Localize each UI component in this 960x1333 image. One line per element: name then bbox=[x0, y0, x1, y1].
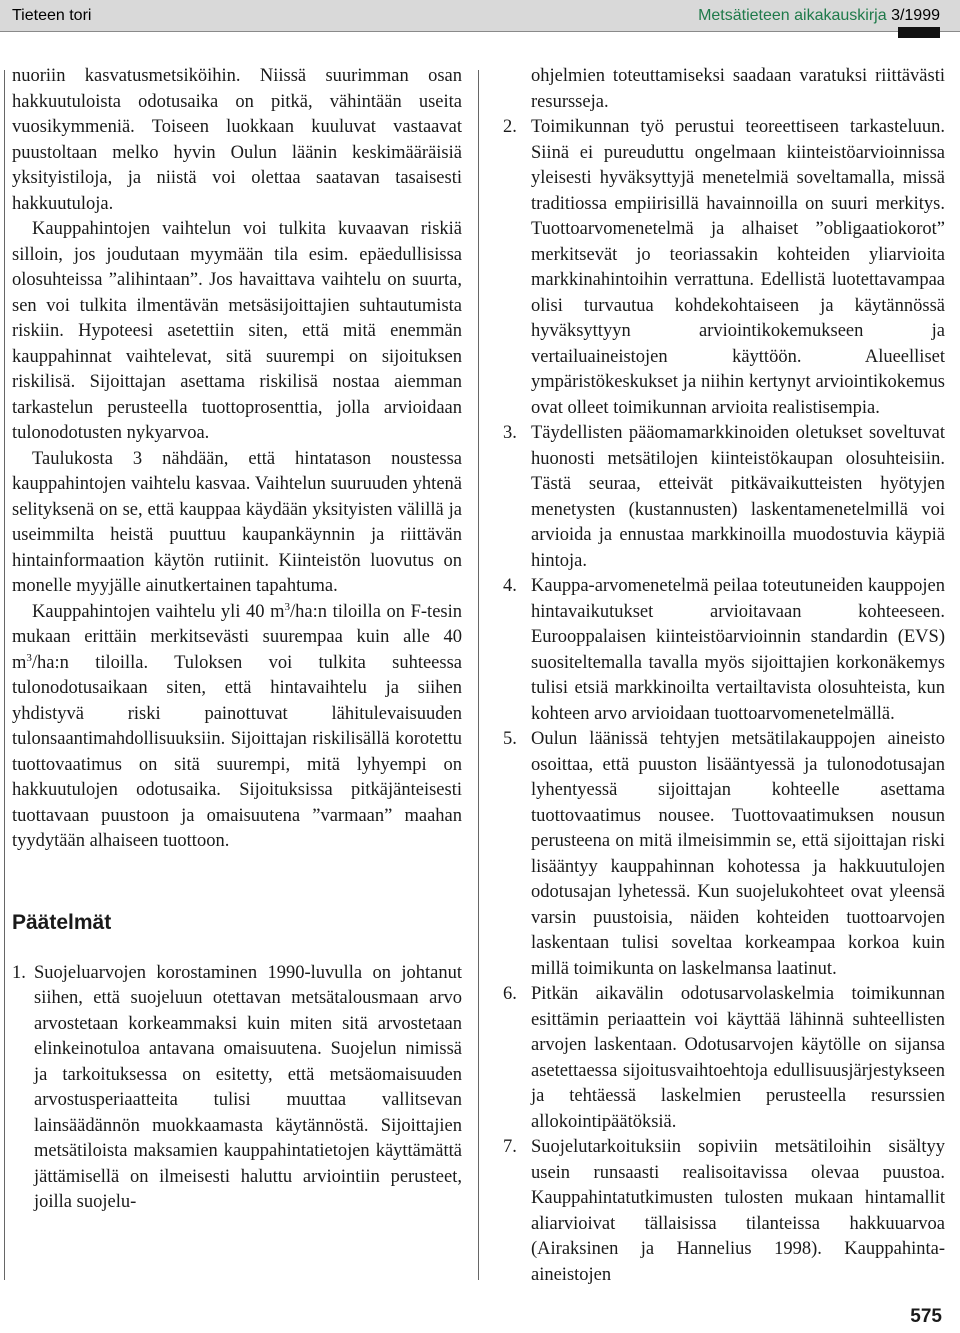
issue-number: 3/1999 bbox=[891, 7, 940, 24]
running-header bbox=[0, 0, 960, 32]
section-heading: Päätelmät bbox=[12, 910, 112, 934]
section-title: Tieteen tori bbox=[12, 7, 92, 24]
list-text: Toimikunnan työ perustui teoreettiseen tarkasteluun. Siinä ei pureuduttu ongelmaan kiinteistöarvioinnissa yleisesti hyväksyttyjä menetelmiä soveltamalla, missä traditiossa empiirisillä havainnoilla on suuri merkitys. Tuottoarvomenetelmä ja alhaiset ”obligaatiokorot” merkitsevät jo teoriassakin kohteiden yliarvioita markkinahintoihin verrattuna. Edellistä luotettavampaa olisi turvautua kohdekohtaiseen ja käytännössä hyväksyttyyn arviointikokemukseen ja vertailuaineistojen käyttöön. Alueelliset ympäristökeskukset ja niihin kertynyt arviointikokemus ovat olleet toimikunnan arvioita realistisempia. bbox=[531, 117, 945, 418]
list-text: Oulun läänissä tehtyjen metsätilakauppojen aineisto osoittaa, että puuston lisääntyessä ja tulonodotusajan lyhentyessä sijoittajan kohteelle asettama tuottovaatimus nousee. Tuottovaatimuksen nousun perusteena on mitä ilmeisimmin se, että sijoittajan riski lisääntyy kauppahinnan kohotessa ja hakkuutulojen odotusajan lyhetessä. Kun suojelukohteet ovat yleensä varsin puustoisia, näiden kohteiden tuottoarvojen laskentaan tulisi soveltaa korkeampaa korkoa kuin millä toimikunta on laskelmansa laatinut. bbox=[531, 729, 945, 979]
paragraph bbox=[12, 600, 462, 855]
list-number: 5. bbox=[503, 729, 517, 749]
list-text: Kauppa-arvomenetelmä peilaa toteutuneiden kauppojen hintavaikutukset arvioitavaan kohteeseen. Eurooppalaisen kiinteistöarvioinnin standardin (EVS) suositeltemalla tavalla myös sijoittajien korkonäkemys tulisi etsiä markkinoilta vertailtavista olosuhteista, kun kohteen arvo arvioidaan tuottoarvomenetelmällä. bbox=[531, 576, 945, 724]
list-number: 7. bbox=[503, 1137, 517, 1157]
header-marker bbox=[898, 27, 940, 38]
list-number: 2. bbox=[503, 117, 517, 137]
superscript: 3 bbox=[26, 651, 32, 664]
list-item bbox=[503, 574, 945, 727]
list-item bbox=[503, 1135, 945, 1288]
journal-name: Metsätieteen aikakauskirja bbox=[698, 7, 887, 24]
text-run: /ha:n tiloilla. Tuloksen voi tulkita suhteessa tulonodotusaikaan siten, että hintavaihtelu ja siihen yhdistyvä riski painottuvat lähitulevaisuuden tulonsaantimahdollisuuksiin. Sijoittajan riskilisällä korotettu tuottovaatimus on sitä suurempi, mitä lyhyempi on hakkuutulojen odotusaika. Sijoituksissa pitkäjänteisesti tuottavaan puustoon ja omaisuutena ”varmaan” maahan tyydytään alhaiseen tuottoon. bbox=[12, 652, 462, 851]
list-item bbox=[12, 961, 462, 1216]
paragraph: Taulukosta 3 nähdään, että hintatason noustessa kauppahintojen vaihtelu kasvaa. Vaihtelun suuruuden yhtenä selityksenä on se, että kauppaa käydään yksityisten välillä ja useimmilta heistä puuttuu kaupankäynnin ja riittävän hintainformaation käytön rutiinit. Kiinteistön luovutus on monelle myyjälle ainutkertainen tapahtuma. bbox=[12, 448, 462, 596]
list-continuation: ohjelmien toteuttamiseksi saadaan varatuksi riittävästi resursseja. bbox=[531, 66, 945, 112]
text-run: /ha:n tiloilla on F-tesin mukaan erittäin merkitsevästi suurempaa kuin alle 40 m bbox=[12, 601, 462, 673]
conclusions-list bbox=[12, 961, 462, 1216]
right-column bbox=[503, 64, 945, 1288]
text-run: Kauppahintojen vaihtelu yli 40 m bbox=[32, 601, 285, 622]
conclusions-list-continued bbox=[503, 115, 945, 1288]
paragraph: nuoriin kasvatusmetsiköihin. Niissä suurimman osan hakkuutuloista odotusaika on pitkä, vähintään useita vuosikymmeniä. Toiseen luokkaan kuuluvat vastaavat puustoltaan melko hyvin Oulun läänin keskimääräisiä yksityistiloja, ja niistä voi olettaa saatavan tasaisesti hakkuutuloja. bbox=[12, 66, 462, 214]
list-item bbox=[503, 727, 945, 982]
list-text: Pitkän aikavälin odotusarvolaskelmia toimikunnan esittämin periaattein voi käyttää lähinnä suhteellisten arvojen laskentaan. Odotusarvojen käytölle on sijansa asetettaessa sijoitusvaihtoehtoja edullisuusjärjestykseen ja tehtäessä laskelmien perusteella resurssien allokointipäätöksiä. bbox=[531, 984, 945, 1132]
column-divider bbox=[478, 70, 479, 1280]
list-text: Suojeluarvojen korostaminen 1990-luvulla on johtanut siihen, että suojeluun otettavan metsätalousmaan arvo arvostetaan korkeammaksi kuin miten sitä arvostetaan elinkeinotuloa antavana omaisuutena. Suojelun nimissä ja tarkoituksessa on esitetty, että metsäomaisuuden arvostusperiaatteita tulisi muuttaa vallitsevan lainsäädännön muokkaamasta käytännöstä. Sijoittajien metsätiloista maksamien kauppahintatietojen käyttämättä jättämisellä on ilmeisesti haluttu arviointiin perusteet, joilla suojelu- bbox=[34, 962, 462, 1212]
list-item bbox=[503, 421, 945, 574]
list-number: 3. bbox=[503, 423, 517, 443]
list-text: Suojelutarkoituksiin sopiviin metsätiloihin sisältyy usein runsaasti realisoitavissa olevaa puustoa. Kauppahintatutkimusten tulosten mukaan hintamallit aliarvioivat tällaisissa tilanteissa hakkuuarvoa (Airaksinen ja Hannelius 1998). Kauppahinta-aineistojen bbox=[531, 1137, 945, 1285]
page-number: 575 bbox=[910, 1306, 942, 1327]
left-margin-rule bbox=[4, 70, 5, 1280]
list-number: 1. bbox=[12, 962, 26, 983]
list-text: Täydellisten pääomamarkkinoiden oletukset soveltuvat huonosti metsätilojen kiinteistökaupan olosuhteisiin. Tästä seuraa, etteivät pitkävaikutteisten hyötyjen menetysten (kustannusten) laskentamenetelmillä voi arvioida ja ennustaa markkinoilla muodostuvia käypiä hintoja. bbox=[531, 423, 945, 571]
list-item bbox=[503, 982, 945, 1135]
superscript: 3 bbox=[284, 600, 291, 613]
left-column bbox=[12, 64, 462, 1216]
list-number: 4. bbox=[503, 576, 517, 596]
paragraph: Kauppahintojen vaihtelun voi tulkita kuvaavan riskiä silloin, jos joudutaan myymään tila esim. epäedullisissa olosuhteissa ”alihintaan”. Jos havaittava vaihtelu on suurta, sen voi tulkita ilmentävän metsäsijoittajien suhtautumista riskiin. Hypoteesi asetettiin siten, että mitä enemmän kauppahinnat vaihtelevat, sitä suurempi on sijoituksen riskilisä. Sijoittajan asettama riskilisä nostaa aiemman tarkastelun perusteella tuottoprosenttia, jolla arvioidaan tulonodotusten nykyarvoa. bbox=[12, 219, 462, 443]
list-number: 6. bbox=[503, 984, 517, 1004]
list-item bbox=[503, 115, 945, 421]
